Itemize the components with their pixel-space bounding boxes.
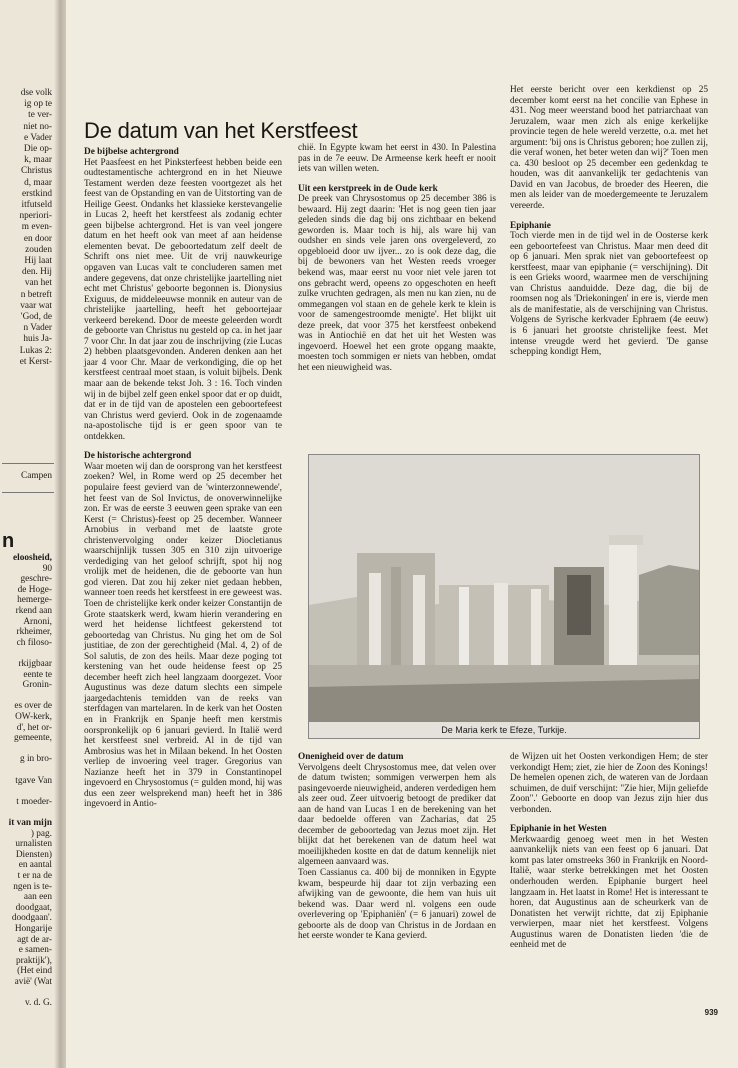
left-fragment-line: van het [24,278,52,289]
left-fragment-line: doodgaat, [15,902,52,913]
left-fragment-line: Gronin- [22,680,52,691]
left-fragment-line: hemerge- [17,595,52,606]
left-fragment-line: dse volk [20,88,52,98]
left-fragment-line: huis Ja- [23,334,52,345]
left-fragment-line: n Vader [23,323,52,334]
left-fragment-line: v. d. G. [24,998,52,1009]
left-fragment-line: OW-kerk, [15,712,52,722]
paragraph: chië. In Egypte kwam het eerst in 430. In Palestina pas in de 7e eeuw. De Armeense kerk heeft er nooit iets van willen weten. [298,143,496,175]
left-fragment-line: en aantal [18,860,52,871]
left-fragment-line: aan een [23,892,52,903]
section-heading: Epiphanie in het Westen [510,824,607,835]
left-fragment-line: vaar wat [20,300,52,311]
left-fragment-line: doodgaan'. [11,913,52,924]
left-fragment-line: (Het eind [17,966,52,977]
left-fragment-line: den. Hij [22,267,52,278]
page-number: 939 [704,1008,718,1017]
paragraph: Vervolgens deelt Chrysostomus mee, dat velen over de datum twisten; sommigen verwerpen hem als pasingevoerde nieuwigheid, anderen verdedigen hem als zeer oud. Zeer uitvoerig betoogt de prediker dat aan de hand van Lucas 1 en de berekening van het daar bedoelde offeren van Zacharias, dat 25 december de geboortedag van Jezus moet zijn. Het blijkt dat het berekenen van de datum heel wat moeilijkheden kostte en dat de datum kennelijk niet algemeen aanvaard was. [298,762,496,868]
left-fragment-line: 'God, de [20,312,52,322]
article-title: De datum van het Kerstfeest [84,118,358,143]
left-fragment-line: Lukas 2: [19,345,52,356]
left-fragment-line: zouden [25,244,52,255]
left-fragment-line: urnalisten [15,839,52,850]
left-fragment-line: niet no- [23,121,52,132]
left-fragment-line: e samen- [18,945,52,956]
left-fragment-line: e Vader [24,132,52,143]
left-fragment-line: d, maar [24,177,52,188]
paragraph: Toen Cassianus ca. 400 bij de monniken in Egypte kwam, bespeurde hij daar tot zijn verbazing een afwijking van de gewoonte, die hem van huis uit bekend was. Daar werd nl. volgens een oude overlevering op 'Epiphaniën' (= 6 januari) zowel de geboorte als de doop van Christus in de Jordaan en het eerste wonder te Kana gevierd. [298,868,496,942]
left-fragment-line: ig op te [24,99,52,110]
column-4 [298,752,496,942]
left-campen: Campen [21,471,52,481]
divider [2,463,62,464]
left-fragment-line: 90 [42,563,52,574]
left-fragment-line: eloosheid, [13,553,52,563]
column-1 [84,147,282,810]
section-heading: Onenigheid over de datum [298,752,404,762]
left-fragment-line: es over de [14,701,52,712]
left-fragment-line: erstkind [22,188,52,199]
left-fragment-line: rkend aan [15,606,52,616]
left-fragment-line: gemeente, [14,733,52,744]
left-fragment-line: de Hoge- [17,584,52,595]
divider [2,492,62,493]
left-fragment-line: praktijk'), [15,955,52,966]
left-fragment-line: d', het or- [16,722,52,733]
left-fragment-line: ) pag. [30,828,52,839]
paragraph: De preek van Chrysostomus op 25 december 386 is bewaard. Hij zegt daarin: 'Het is nog geen tien jaar geleden sinds die dag bij ons zichtbaar en bekend geworden is. Maar toch is hij, als ware hij van oudsher en sinds vele jaren ons overgeleverd, zo opgebloeid door uw ijver... zo is ook deze dag, die bij de bewoners van het Westen reeds vroeger bekend was, maar eerst nu voor niet vele jaren tot ons gebracht werd, opeens zo opgeschoten en heeft zulke vruchten gedragen, als men nu kan zien, nu de ommegangen vol staan en de gehele kerk te klein is voor de samengestroomde menigte'. Het blijkt uit deze preek, dat voor 375 het kerstfeest onbekend was in Antiochië en dat het uit het Westen was ingevoerd. Hoewel het een grote opgang maakte, moesten toch sommigen er niets van hebben, omdat het een nieuwigheid was. [298,194,496,373]
left-fragment-line: avië' (Wat [14,977,52,987]
section-heading: De historische achtergrond [84,451,192,462]
church-photo [308,454,700,739]
paragraph: Het Paasfeest en het Pinksterfeest hebben beide een oudtestamentische achtergrond en in het Nieuwe Testament werden deze feesten voortgezet als het feest van de Opstanding en van de Uitstorting van de Heilige Geest. Ondanks het klassieke kerstevangelie in Lucas 2, heeft het kerstfeest als zodanig echter geen bijbelse achtergrond. Het is van veel jongere datum en het heeft ook van meet af aan heidense elementen bevat. De geboortedatum zelf deelt de Schrift ons niet mee. Uit de vrij nauwkeurige opgaven van Lucas valt te concluderen samen met andere gegevens, dat onze christelijke jaartelling niet echt met Christus' geboorte begonnen is. Dionysius Exiguus, de middeleeuwse monnik en auteur van de christelijke jaartelling, heeft het geboortejaar verkeerd berekend. Door de meeste geleerden wordt de geboorte van Christus nu gesteld op ca. in het jaar 7 voor Chr. In dat jaar zou de inschrijving (zie Lucas 2) hebben plaatsgevonden. Anderen denken aan het jaar 4 voor Chr. Maar de verkondiging, die op het kerstfeest centraal moet staan, is voluit bijbels. Denk maar aan de bekende tekst Joh. 3 : 16. Toch vinden wij in de bijbel zelf geen enkel spoor dat er op duidt, dat er in de tijd van de apostelen een geboortefeest van Christus werd gevierd. Ook in de zogenaamde na-apostolische tijd is er geen spoor van te ontdekken. [84,157,282,442]
left-fragment-line: et Kerst- [19,356,52,367]
paragraph: Toen de christelijke kerk onder keizer Constantijn de Grote staatskerk werd, kwam hierin verandering en werd het heidense lichtfeest gekerstend tot geboortedag van Christus. Nu ging het om de Sol justitiae, de zon der gerechtigheid (Mal. 4, 2) of de Sol salutis, de zon des heils. Maar deze poging tot kerstening van het oude heidense feest op 25 december heeft zich heel langzaam doorgezet. Voor Augustinus was deze datum slechts een simpele jaargedachtenis temidden van de reeks van sterfdagen van martelaren. In de kerk van het Oosten en in Frankrijk en Spanje heeft men kerstmis oorspronkelijk op 6 januari gevierd. In Italië werd het kerstfeest snel verbreid. Al in de tijd van Ambrosius was het in Milaan bekend. In het Oosten verliep de invoering veel trager. Gregorius van Nazianze heeft het in 379 in Constantinopel ingevoerd en Chrysostomus (= gulden mond, hij was dus een zeer welsprekend man) heeft het in 386 ingevoerd in Antio- [84,598,282,810]
left-fragment-line: geschre- [20,574,52,585]
left-fragment-line: en door [23,233,52,244]
section-heading: Epiphanie [510,220,551,231]
left-fragment-line: ch filoso- [16,637,52,648]
left-fragment-line: rkijgbaar [18,659,52,669]
paragraph: de Wijzen uit het Oosten verkondigen Hem; de ster verkondigt Hem; ziet, zie hier de Zoon des Konings! De hemelen openen zich, de wateren van de Jordaan schuimen, de duif verschijnt: "Zie hier, Mijn geliefde Zoon".' Geboorte en doop van Jezus zijn hier dus verbonden. [510,752,708,815]
paragraph: Het eerste bericht over een kerkdienst op 25 december komt eerst na het concilie van Ephese in 431. Nog meer weerstand bood het patriarchaat van Jeruzalem, waar men zich als enige kerkelijke provincie tegen de hele wereld verzette, o.a. met het argument: 'bij ons is Christus geboren; hoe zullen zij, die veraf wonen, het beter weten dan wij?' Toen men ca. 430 besloot op 25 december een gedenkdag te houden, was dit aanvankelijk ter gedachtenis van David en van Jacobus, de broeder des Heeren, die men als leider van de moedergemeente te Jeruzalem vereerde. [510,85,708,212]
left-fragment-line: Hongarije [14,924,52,934]
section-heading: Uit een kerstpreek in de Oude kerk [298,183,438,194]
left-fragment-line: te ver- [28,110,52,121]
left-fragment-line: g in bro- [19,754,52,765]
left-fragment-line: Hij laat [24,256,52,266]
left-fragment-line: Christus [21,166,52,177]
left-fragment-line: agt de ar- [17,934,52,945]
left-fragment-line: n betreft [20,289,52,300]
paragraph: Waar moeten wij dan de oorsprong van het kerstfeest zoeken? Wel, in Rome werd op 25 december het populaire feest gevierd van de 'winterzonnewende', het feest van de Sol Invictus, de onoverwinnelijke zon. Er was de eerste 3 eeuwen geen sprake van een Kerst (= Christus)-feest op 25 december. Wanneer Arnobius in verband met de laatste grote christenvervolging onder keizer Diocletianus waarschijnlijk tussen 305 en 310 zijn uitvoerige verdediging van het geloof schrijft, spot hij nog vrolijk met de heidenen, die de geboorte van hun god vieren. Dat zou hij zeker niet gedaan hebben, wanneer toen reeds het kerstfeest in ere geweest was. [84,461,282,599]
column-2 [298,143,496,373]
paragraph: Toch vierde men in de tijd wel in de Oosterse kerk een geboortefeest van Christus. Maar men deed dit op 6 januari. Men sprak niet van geboortefeest op kerstfeest, maar van epiphanie (= verschijning). Dit is een Grieks woord, waarmee men de verschijning van Christus aanduidde. Deze dag, die bij de roomsen nog als 'Driekoningen' in ere is, vierde men als de manifestatie, als de verschijning van Christus. Volgens de Syrische kerkvader Ephraem (4e eeuw) is 6 januari het grootste christelijke feest. Met intense vreugde werd het gevierd. 'De ganse schepping kondigt Hem, [510,231,708,358]
left-fragment-line: m even- [21,222,52,233]
left-fragment-line: eente te [23,669,52,680]
left-fragment-line: itfutseld [21,200,52,210]
left-fragment-line: k, maar [24,155,52,166]
left-fragment-line: t er na de [17,871,52,881]
left-fragment-line: t moeder- [16,796,52,807]
column-5 [510,752,708,951]
left-fragment-line: nperiori- [19,211,52,222]
church-ruins-image [309,455,699,722]
left-big-letter: n [2,530,15,552]
column-3 [510,85,708,358]
left-fragment-line: ngen is te- [13,881,52,892]
paragraph: Merkwaardig genoeg weet men in het Westen aanvankelijk niets van een feest op 6 januari. Dat komt pas later omstreeks 360 in Frankrijk en Noord-Italië, waar sterke betrekkingen met het Oosten onderhouden werden. Epiphanie burgert heel langzaam in. Het laatst in Rome! Het is interessant te horen, dat Augustinus aan de scheurkerk van de Donatisten het verwijt richtte, dat zij Epiphanie verwierpen, maar niet het kerstfeest. Volgens Augustinus waren de Donatisten lieden 'die de eenheid met de [510,834,708,951]
left-fragment-line: it van mijn [8,818,52,828]
left-fragment-line: tgave Van [15,775,52,786]
left-fragment-line: rkheimer, [16,627,52,638]
left-fragment-line: Arnoni, [23,616,52,627]
left-fragment-line: Die op- [23,144,52,154]
left-fragment-line: Diensten) [15,849,52,860]
section-heading: De bijbelse achtergrond [84,147,179,157]
photo-caption: De Maria kerk te Efeze, Turkije. [309,722,699,738]
